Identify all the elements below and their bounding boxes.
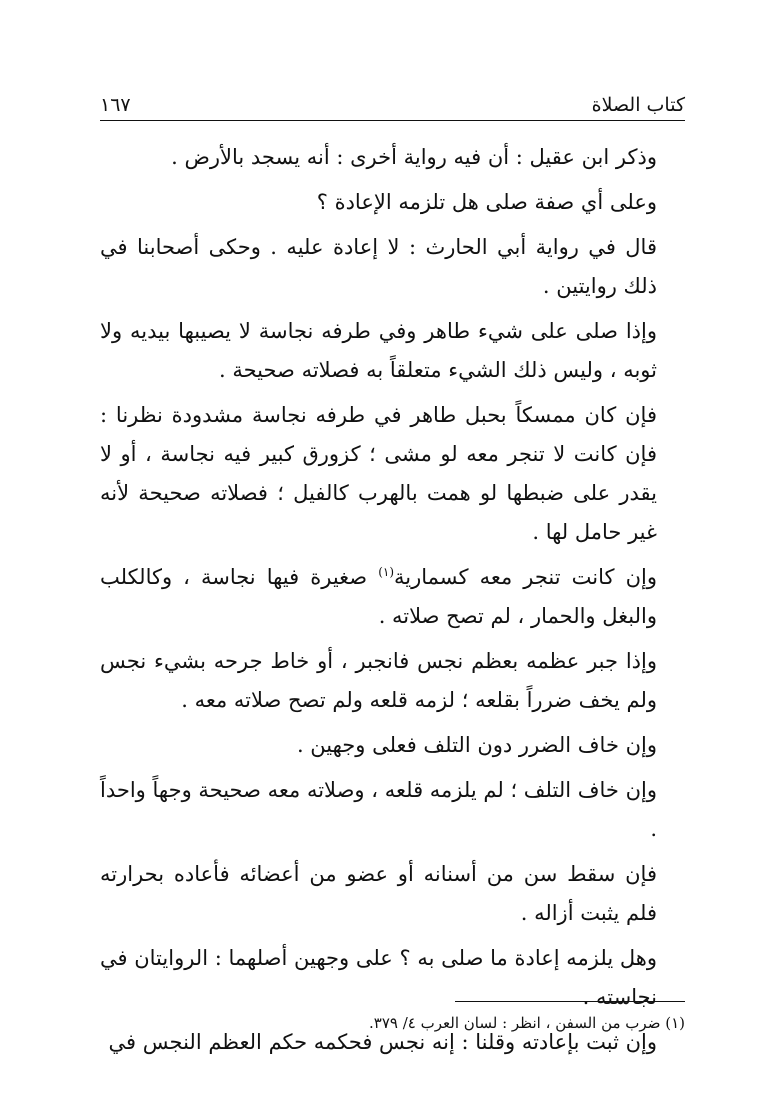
paragraph: وإن خاف التلف ؛ لم يلزمه قلعه ، وصلاته معه صحيحة وجهاً واحداً .: [100, 778, 657, 841]
paragraph: [100, 558, 685, 636]
paragraph: وذكر ابن عقيل : أن فيه رواية أخرى : أنه يسجد بالأرض .: [171, 145, 657, 169]
paragraph: وإن خاف الضرر دون التلف فعلى وجهين .: [296, 733, 657, 757]
footnote: (١) ضرب من السفن ، انظر : لسان العرب ٤/ ٣٧٩.: [369, 1014, 685, 1032]
paragraph: فإن كان ممسكاً بحبل طاهر في طرفه نجاسة مشدودة نظرنا : فإن كانت لا تنجر معه لو مشى ؛ كزورق كبير فيه نجاسة ، أو لا يقدر على ضبطها لو همت بالهرب كالفيل ؛ فصلاته صحيحة لأنه غير حامل لها .: [100, 403, 657, 544]
page-number: ١٦٧: [100, 94, 131, 116]
paragraph: قال في رواية أبي الحارث : لا إعادة عليه . وحكى أصحابنا في ذلك روايتين .: [100, 235, 657, 298]
chapter-title: كتاب الصلاة: [591, 94, 685, 116]
footnote-rule: [455, 1001, 685, 1002]
running-header: [100, 86, 685, 116]
paragraph-start: وإن كانت تنجر معه كسمارية: [394, 565, 657, 589]
header-rule: [100, 120, 685, 121]
paragraph: وعلى أي صفة صلى هل تلزمه الإعادة ؟: [316, 190, 657, 214]
paragraph-end: صغيرة فيها نجاسة ، وكالكلب والبغل والحمار ، لم تصح صلاته .: [100, 565, 657, 628]
paragraph: وإن ثبت بإعادته وقلنا : إنه نجس فحكمه حكم العظم النجس في: [108, 1030, 657, 1054]
paragraph: فإن سقط سن من أسنانه أو عضو من أعضائه فأعاده بحرارته فلم يثبت أزاله .: [100, 862, 657, 925]
paragraph: وإذا جبر عظمه بعظم نجس فانجبر ، أو خاط جرحه بشيء نجس ولم يخف ضرراً بقلعه ؛ لزمه قلعه ولم تصح صلاته معه .: [100, 649, 657, 712]
main-text: [100, 138, 685, 1068]
paragraph: وهل يلزمه إعادة ما صلى به ؟ على وجهين أصلهما : الروايتان في نجاسته .: [100, 946, 657, 1009]
paragraph: وإذا صلى على شيء طاهر وفي طرفه نجاسة لا يصيبها بيديه ولا ثوبه ، وليس ذلك الشيء متعلقاً به فصلاته صحيحة .: [100, 319, 657, 382]
footnote-marker: (١): [378, 565, 395, 579]
